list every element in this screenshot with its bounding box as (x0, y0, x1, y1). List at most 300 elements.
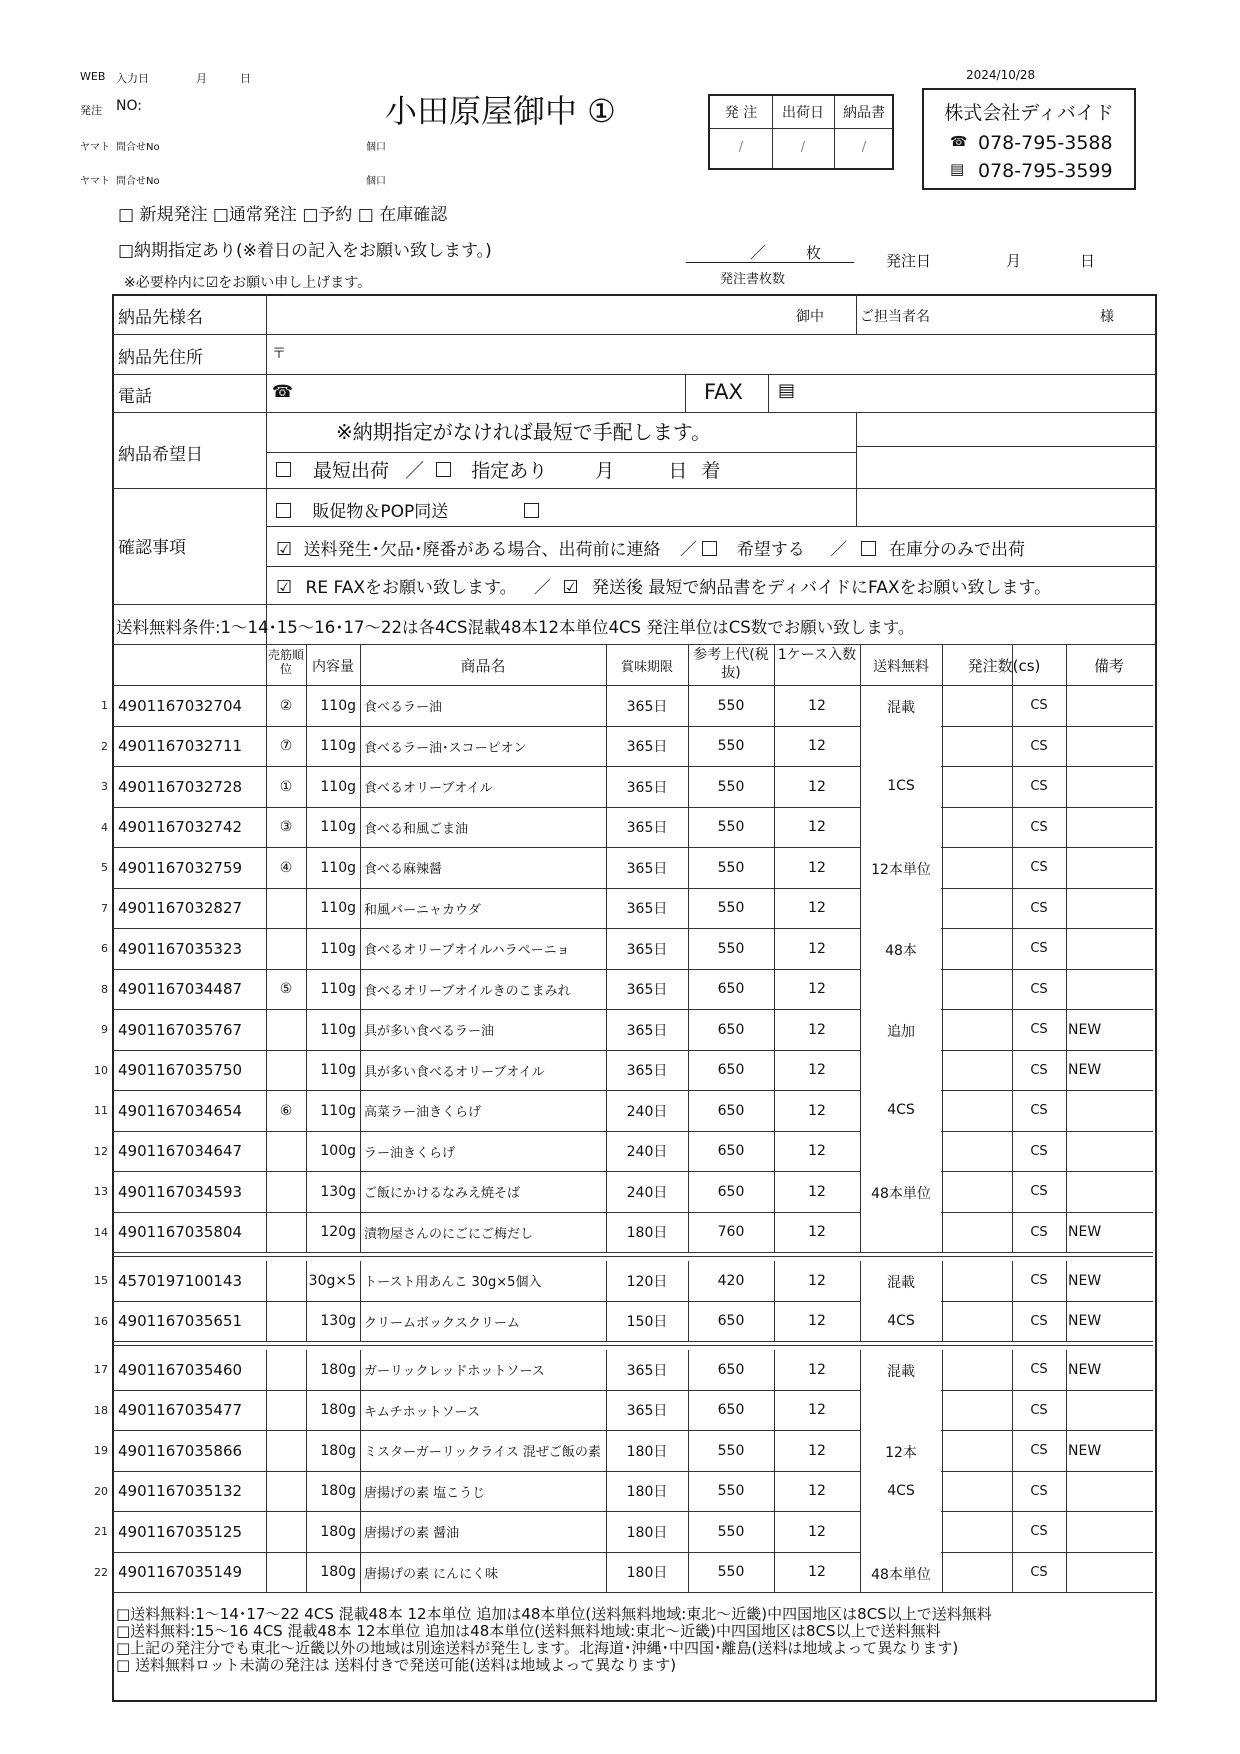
note (1068, 686, 1152, 726)
company-tel: 078-795-3588 (978, 132, 1113, 154)
shelf-life: 240日 (626, 1184, 668, 1201)
note (1068, 1172, 1152, 1212)
rank (266, 1431, 306, 1471)
shelf-life: 240日 (626, 1144, 668, 1161)
order-unit: CS (1030, 1483, 1048, 1499)
rank (266, 1391, 306, 1431)
price: 650 (717, 1143, 745, 1160)
order-quantity-input[interactable] (942, 929, 1012, 969)
row-number: 22 (94, 1565, 108, 1579)
refax-option[interactable]: ☑ RE FAXをお願い致します。 ／ ☑ 発送後 最短で納品書をディバイドにFAXをお願い致します。 (276, 577, 1052, 598)
free-shipping-label: 追加 (887, 1024, 915, 1040)
note: NEW (1068, 1062, 1102, 1079)
case-qty: 12 (808, 1564, 826, 1581)
price: 650 (717, 1402, 745, 1419)
order-unit: CS (1030, 1362, 1048, 1378)
price: 550 (717, 697, 745, 714)
shelf-life: 365日 (626, 941, 668, 958)
order-label: 発注 (80, 104, 102, 117)
header-volume: 内容量 (312, 659, 354, 675)
order-quantity-input[interactable] (942, 1391, 1012, 1431)
product-name: ガーリックレッドホットソース (364, 1364, 545, 1380)
case-qty: 12 (808, 1313, 826, 1330)
rank (266, 1051, 306, 1091)
order-unit: CS (1030, 819, 1048, 835)
order-quantity-input[interactable] (942, 1261, 1012, 1301)
jan-code: 4901167032728 (118, 777, 243, 796)
volume: 110g (320, 778, 356, 795)
note (1068, 727, 1152, 767)
row-number: 13 (94, 1185, 108, 1199)
price: 420 (717, 1272, 745, 1289)
shipping-condition: 送料無料条件:1～14･15～16･17～22は各4CS混載48本12本単位4CS 発注単位はCS数でお願い致します。 (116, 618, 915, 637)
rank (266, 1261, 306, 1301)
header-shelf: 賞味期限 (620, 660, 673, 675)
shelf-life: 365日 (626, 698, 668, 715)
price: 650 (717, 1361, 745, 1378)
order-unit: CS (1030, 1402, 1048, 1418)
order-quantity-input[interactable] (942, 889, 1012, 929)
table-row (101, 970, 1153, 1011)
note (1068, 848, 1152, 888)
note (1068, 970, 1152, 1010)
product-name: 具が多い食べるオリーブオイル (364, 1064, 545, 1080)
jan-code: 4901167034593 (118, 1182, 243, 1201)
shelf-life: 180日 (626, 1484, 668, 1501)
jan-code: 4901167035804 (118, 1223, 243, 1242)
promo-checkbox[interactable] (276, 503, 291, 518)
price: 650 (717, 981, 745, 998)
table-row (94, 1051, 1153, 1092)
price: 550 (717, 859, 745, 876)
stamp-slash-3: / (861, 140, 867, 155)
price: 550 (717, 819, 745, 836)
jan-code: 4901167035323 (118, 939, 243, 958)
order-day-label: 日 (1080, 252, 1096, 270)
shelf-life: 365日 (626, 982, 668, 999)
table-row (94, 1132, 1153, 1173)
row-number: 4 (101, 820, 108, 834)
product-name: トースト用あんこ 30g×5個入 (364, 1275, 542, 1291)
sama-label: 様 (1100, 309, 1114, 325)
price: 650 (717, 1062, 745, 1079)
shelf-life: 365日 (626, 1022, 668, 1039)
jan-code: 4901167032704 (118, 696, 243, 715)
rank (266, 889, 306, 929)
table-row (101, 889, 1153, 930)
note: NEW (1068, 1272, 1102, 1289)
promo-option[interactable]: 販促物＆POP同送 (276, 497, 543, 522)
note (1068, 1391, 1152, 1431)
case-qty: 12 (808, 981, 826, 998)
input-date-label: 入力日 (116, 72, 149, 85)
order-quantity-input[interactable] (942, 767, 1012, 807)
shelf-life: 365日 (626, 739, 668, 756)
footer-notes (116, 1606, 992, 1674)
jan-code: 4901167035651 (118, 1312, 243, 1331)
order-quantity-input[interactable] (942, 686, 1012, 726)
order-unit: CS (1030, 1564, 1048, 1580)
check-note: ※必要枠内に☑をお願い申し上げます。 (124, 275, 372, 291)
price: 550 (717, 738, 745, 755)
case-qty: 12 (808, 819, 826, 836)
rank: ⑥ (279, 1102, 293, 1119)
case-qty: 12 (808, 738, 826, 755)
free-shipping-label: 4CS (887, 1312, 915, 1329)
yamato-label-2: ヤマト (80, 176, 110, 187)
pieces-label-2: 個口 (366, 176, 386, 187)
product-name: ラー油きくらげ (364, 1145, 456, 1161)
note: NEW (1068, 1224, 1102, 1241)
order-quantity-input[interactable] (942, 1553, 1012, 1593)
rank (266, 1350, 306, 1390)
product-name: 食べるオリーブオイルきのこまみれ (364, 983, 571, 999)
table-row (94, 1350, 1153, 1391)
volume: 110g (320, 900, 356, 917)
jan-code: 4570197100143 (118, 1271, 243, 1290)
order-unit: CS (1030, 900, 1048, 916)
table-header (112, 644, 1153, 686)
shelf-life: 365日 (626, 860, 668, 877)
case-qty: 12 (808, 1021, 826, 1038)
product-name: 唐揚げの素 醤油 (364, 1526, 460, 1542)
price: 650 (717, 1021, 745, 1038)
order-unit: CS (1030, 1273, 1048, 1289)
volume: 180g (320, 1523, 356, 1540)
sheets-count-label: 発注書枚数 (720, 272, 786, 287)
product-name: 食べる和風ごま油 (364, 821, 469, 837)
no-date-note: ※納期指定がなければ最短で手配します。 (336, 420, 712, 444)
header-case: 1ケース入数 (777, 647, 857, 663)
jan-code: 4901167035767 (118, 1020, 243, 1039)
case-qty: 12 (808, 1143, 826, 1160)
order-quantity-input[interactable] (942, 1051, 1012, 1091)
order-quantity-input[interactable] (942, 1091, 1012, 1131)
case-qty: 12 (808, 1102, 826, 1119)
want-checkbox[interactable] (702, 541, 717, 556)
dest-name-input[interactable] (268, 298, 854, 332)
rank: ② (279, 697, 293, 714)
input-month-label: 月 (196, 72, 207, 85)
table-row (101, 767, 1153, 808)
rank (266, 1512, 306, 1552)
shelf-life: 365日 (626, 1362, 668, 1379)
input-day-label: 日 (240, 72, 251, 85)
order-quantity-input[interactable] (942, 970, 1012, 1010)
confirm-check-icon[interactable]: ☑ (276, 539, 293, 560)
volume: 110g (320, 859, 356, 876)
order-quantity-input[interactable] (942, 1472, 1012, 1512)
order-quantity-input[interactable] (942, 1431, 1012, 1471)
row-number: 8 (101, 982, 108, 996)
row-number: 18 (94, 1403, 108, 1417)
jan-code: 4901167035750 (118, 1061, 243, 1080)
product-name: 食べるラー油 (364, 700, 443, 716)
product-table (94, 644, 1153, 1583)
price: 760 (717, 1224, 745, 1241)
note (1068, 1512, 1152, 1552)
order-type-options[interactable]: □ 新規発注 □通常発注 □予約 □ 在庫確認 (118, 205, 448, 225)
shelf-life: 120日 (626, 1273, 668, 1290)
free-shipping-label: 12本単位 (871, 862, 931, 878)
row-number: 15 (94, 1274, 108, 1288)
order-quantity-input[interactable] (942, 1172, 1012, 1212)
volume: 180g (320, 1483, 356, 1500)
case-qty: 12 (808, 1442, 826, 1459)
note (1068, 889, 1152, 929)
yamato-label-1: ヤマト (80, 142, 110, 153)
product-name: 具が多い食べるラー油 (364, 1024, 495, 1040)
note: NEW (1068, 1442, 1102, 1459)
rank (266, 929, 306, 969)
jan-code: 4901167032711 (118, 737, 243, 756)
order-unit: CS (1030, 1224, 1048, 1240)
volume: 110g (320, 981, 356, 998)
product-name: 漬物屋さんのにごにご梅だし (364, 1226, 534, 1242)
jan-code: 4901167035125 (118, 1522, 243, 1541)
order-quantity-input[interactable] (942, 1350, 1012, 1390)
company-box (922, 88, 1136, 190)
order-quantity-input[interactable] (942, 808, 1012, 848)
rank (266, 1172, 306, 1212)
jan-code: 4901167032742 (118, 818, 243, 837)
row-number: 11 (94, 1104, 108, 1118)
note (1068, 1132, 1152, 1172)
price: 550 (717, 1483, 745, 1500)
note (1068, 1091, 1152, 1131)
case-qty: 12 (808, 1361, 826, 1378)
note (1068, 1472, 1152, 1512)
price: 650 (717, 1183, 745, 1200)
promo-extra-checkbox[interactable] (524, 503, 539, 518)
order-quantity-input[interactable] (942, 1213, 1012, 1253)
stamp-slash-2: / (800, 140, 806, 155)
order-quantity-input[interactable] (942, 727, 1012, 767)
row-number: 9 (101, 1023, 108, 1037)
delivery-date-option[interactable]: □納期指定あり(※着日の記入をお願い致します。) (118, 241, 492, 261)
shortest-checkbox[interactable] (276, 462, 291, 477)
order-unit: CS (1030, 1143, 1048, 1159)
order-unit: CS (1030, 1062, 1048, 1078)
shelf-life: 365日 (626, 901, 668, 918)
jan-code: 4901167035460 (118, 1360, 243, 1379)
confirm-contact-option[interactable]: ☑ 送料発生･欠品･廃番がある場合、出荷前に連絡 ／ 希望する ／ 在庫分のみで出荷 (276, 539, 1025, 560)
jan-code: 4901167034647 (118, 1142, 243, 1161)
volume: 180g (320, 1442, 356, 1459)
volume: 110g (320, 697, 356, 714)
price: 650 (717, 1313, 745, 1330)
rank: ⑤ (279, 981, 293, 998)
table-row (101, 727, 1153, 768)
table-row (101, 686, 1153, 727)
shelf-life: 180日 (626, 1225, 668, 1242)
order-date-label: 発注日 (886, 252, 932, 270)
price: 550 (717, 1564, 745, 1581)
order-unit: CS (1030, 860, 1048, 876)
send-invoice-check-icon[interactable]: ☑ (562, 577, 579, 598)
volume: 100g (320, 1143, 356, 1160)
table-row (94, 1302, 1153, 1343)
row-number: 12 (94, 1144, 108, 1158)
product-name: キムチホットソース (364, 1404, 480, 1420)
order-unit: CS (1030, 1103, 1048, 1119)
case-qty: 12 (808, 778, 826, 795)
stock-only-checkbox[interactable] (861, 541, 876, 556)
rank: ③ (279, 819, 293, 836)
web-label: WEB (80, 70, 106, 83)
rank: ④ (279, 859, 293, 876)
product-name: クリームボックスクリーム (364, 1315, 520, 1331)
stamp-order-label: 発 注 (724, 105, 758, 121)
phone-icon: ☎ (950, 134, 968, 150)
inquiry-no-label-1: 問合せNo (116, 142, 160, 153)
row-number: 16 (94, 1314, 108, 1328)
volume: 110g (320, 1021, 356, 1038)
volume: 130g (320, 1183, 356, 1200)
product-name: 高菜ラー油きくらげ (364, 1105, 482, 1121)
note (1068, 808, 1152, 848)
volume: 110g (320, 940, 356, 957)
order-quantity-input[interactable] (942, 848, 1012, 888)
free-shipping-label: 混載 (887, 700, 915, 716)
order-unit: CS (1030, 1524, 1048, 1540)
product-name: ミスターガーリックライス 混ぜご飯の素 (364, 1445, 601, 1461)
order-unit: CS (1030, 738, 1048, 754)
volume: 110g (320, 819, 356, 836)
price: 550 (717, 1442, 745, 1459)
address-label: 納品先住所 (118, 348, 203, 368)
note (1068, 767, 1152, 807)
volume: 180g (320, 1361, 356, 1378)
rank (266, 1472, 306, 1512)
jan-code: 4901167035149 (118, 1563, 243, 1582)
note (1068, 1553, 1152, 1593)
row-number: 20 (94, 1484, 108, 1498)
table-row (101, 848, 1153, 889)
row-number: 14 (94, 1225, 108, 1239)
row-number: 2 (101, 739, 108, 753)
order-unit: CS (1030, 1184, 1048, 1200)
free-shipping-label: 4CS (887, 1482, 915, 1499)
note: NEW (1068, 1021, 1102, 1038)
free-shipping-cell (861, 1350, 941, 1592)
table-row (101, 929, 1153, 970)
jan-code: 4901167035866 (118, 1441, 243, 1460)
table-row (94, 1431, 1153, 1472)
free-shipping-label: 1CS (887, 778, 915, 794)
shelf-life: 240日 (626, 1103, 668, 1120)
case-qty: 12 (808, 940, 826, 957)
product-name: 食べる麻辣醤 (364, 862, 443, 878)
pieces-label-1: 個口 (366, 142, 386, 153)
case-qty: 12 (808, 1483, 826, 1500)
volume: 110g (320, 1102, 356, 1119)
rank: ⑦ (279, 738, 293, 755)
fax-label: FAX (704, 380, 743, 404)
free-shipping-label: 48本 (885, 943, 917, 959)
price: 550 (717, 778, 745, 795)
table-row (94, 1391, 1153, 1432)
page-title: 小田原屋御中 ① (385, 92, 616, 130)
shelf-life: 365日 (626, 779, 668, 796)
rank: ① (279, 778, 293, 795)
order-unit: CS (1030, 1313, 1048, 1329)
rank (266, 1010, 306, 1050)
rank (266, 1302, 306, 1342)
row-number: 17 (94, 1363, 108, 1377)
order-month-label: 月 (1006, 252, 1022, 270)
dest-name-label: 納品先様名 (118, 308, 203, 328)
shortest-option[interactable]: 最短出荷 ／ 指定あり 月 日 着 (276, 456, 720, 483)
company-fax: 078-795-3599 (978, 160, 1113, 182)
row-number: 7 (101, 901, 108, 915)
product-name: 食べるラー油･スコーピオン (364, 740, 527, 756)
free-shipping-label: 48本単位 (871, 1186, 931, 1202)
order-unit: CS (1030, 1022, 1048, 1038)
specified-checkbox[interactable] (436, 462, 451, 477)
sheets-slash: ／ (750, 243, 767, 262)
desired-date-label: 納品希望日 (118, 445, 203, 465)
order-unit: CS (1030, 698, 1048, 714)
fax-mark-icon: ▤ (778, 380, 796, 401)
table-row (94, 1472, 1153, 1513)
header-rank: 売筋順位 (267, 648, 304, 676)
order-quantity-input[interactable] (942, 1132, 1012, 1172)
shelf-life: 365日 (626, 1063, 668, 1080)
order-no-label: NO: (116, 98, 142, 114)
product-name: 唐揚げの素 にんにく味 (364, 1566, 499, 1582)
shelf-life: 180日 (626, 1565, 668, 1582)
refax-check-icon[interactable]: ☑ (276, 577, 293, 598)
onchu-label: 御中 (796, 309, 824, 325)
phone-label: 電話 (118, 387, 152, 407)
header-order: 発注数(cs) (967, 657, 1041, 675)
jan-code: 4901167034487 (118, 980, 243, 999)
case-qty: 12 (808, 900, 826, 917)
phone-mark-icon: ☎ (272, 382, 294, 402)
product-name: ご飯にかけるなみえ焼そば (364, 1186, 521, 1202)
order-quantity-input[interactable] (942, 1010, 1012, 1050)
header-note: 備考 (1093, 657, 1124, 675)
order-quantity-input[interactable] (942, 1302, 1012, 1342)
free-shipping-label: 12本 (885, 1445, 917, 1461)
product-name: 唐揚げの素 塩こうじ (364, 1485, 486, 1501)
rank (266, 1213, 306, 1253)
stamp-invoice-label: 納品書 (843, 105, 885, 121)
order-quantity-input[interactable] (942, 1512, 1012, 1552)
rank (266, 1132, 306, 1172)
table-row (94, 1553, 1153, 1594)
free-shipping-label: 混載 (887, 1364, 915, 1380)
volume: 110g (320, 738, 356, 755)
footer-note-2: □送料無料:15～16 4CS 混載48本 12本単位 追加は48本単位(送料無料地域:東北～近畿)中四国地区は8CS以上で送料無料 (116, 1622, 941, 1640)
stamp-slash-1: / (738, 140, 744, 155)
case-qty: 12 (808, 1402, 826, 1419)
price: 550 (717, 940, 745, 957)
case-qty: 12 (808, 1272, 826, 1289)
shelf-life: 180日 (626, 1524, 668, 1541)
order-unit: CS (1030, 779, 1048, 795)
jan-code: 4901167032827 (118, 899, 243, 918)
free-shipping-label: 混載 (887, 1275, 915, 1291)
table-row (94, 1261, 1153, 1302)
row-number: 21 (94, 1525, 108, 1539)
row-number: 5 (101, 861, 108, 875)
product-name: 食べるオリーブオイル (364, 781, 493, 797)
free-shipping-label: 48本単位 (871, 1566, 931, 1583)
confirm-label: 確認事項 (118, 538, 186, 558)
table-row (94, 1091, 1153, 1132)
